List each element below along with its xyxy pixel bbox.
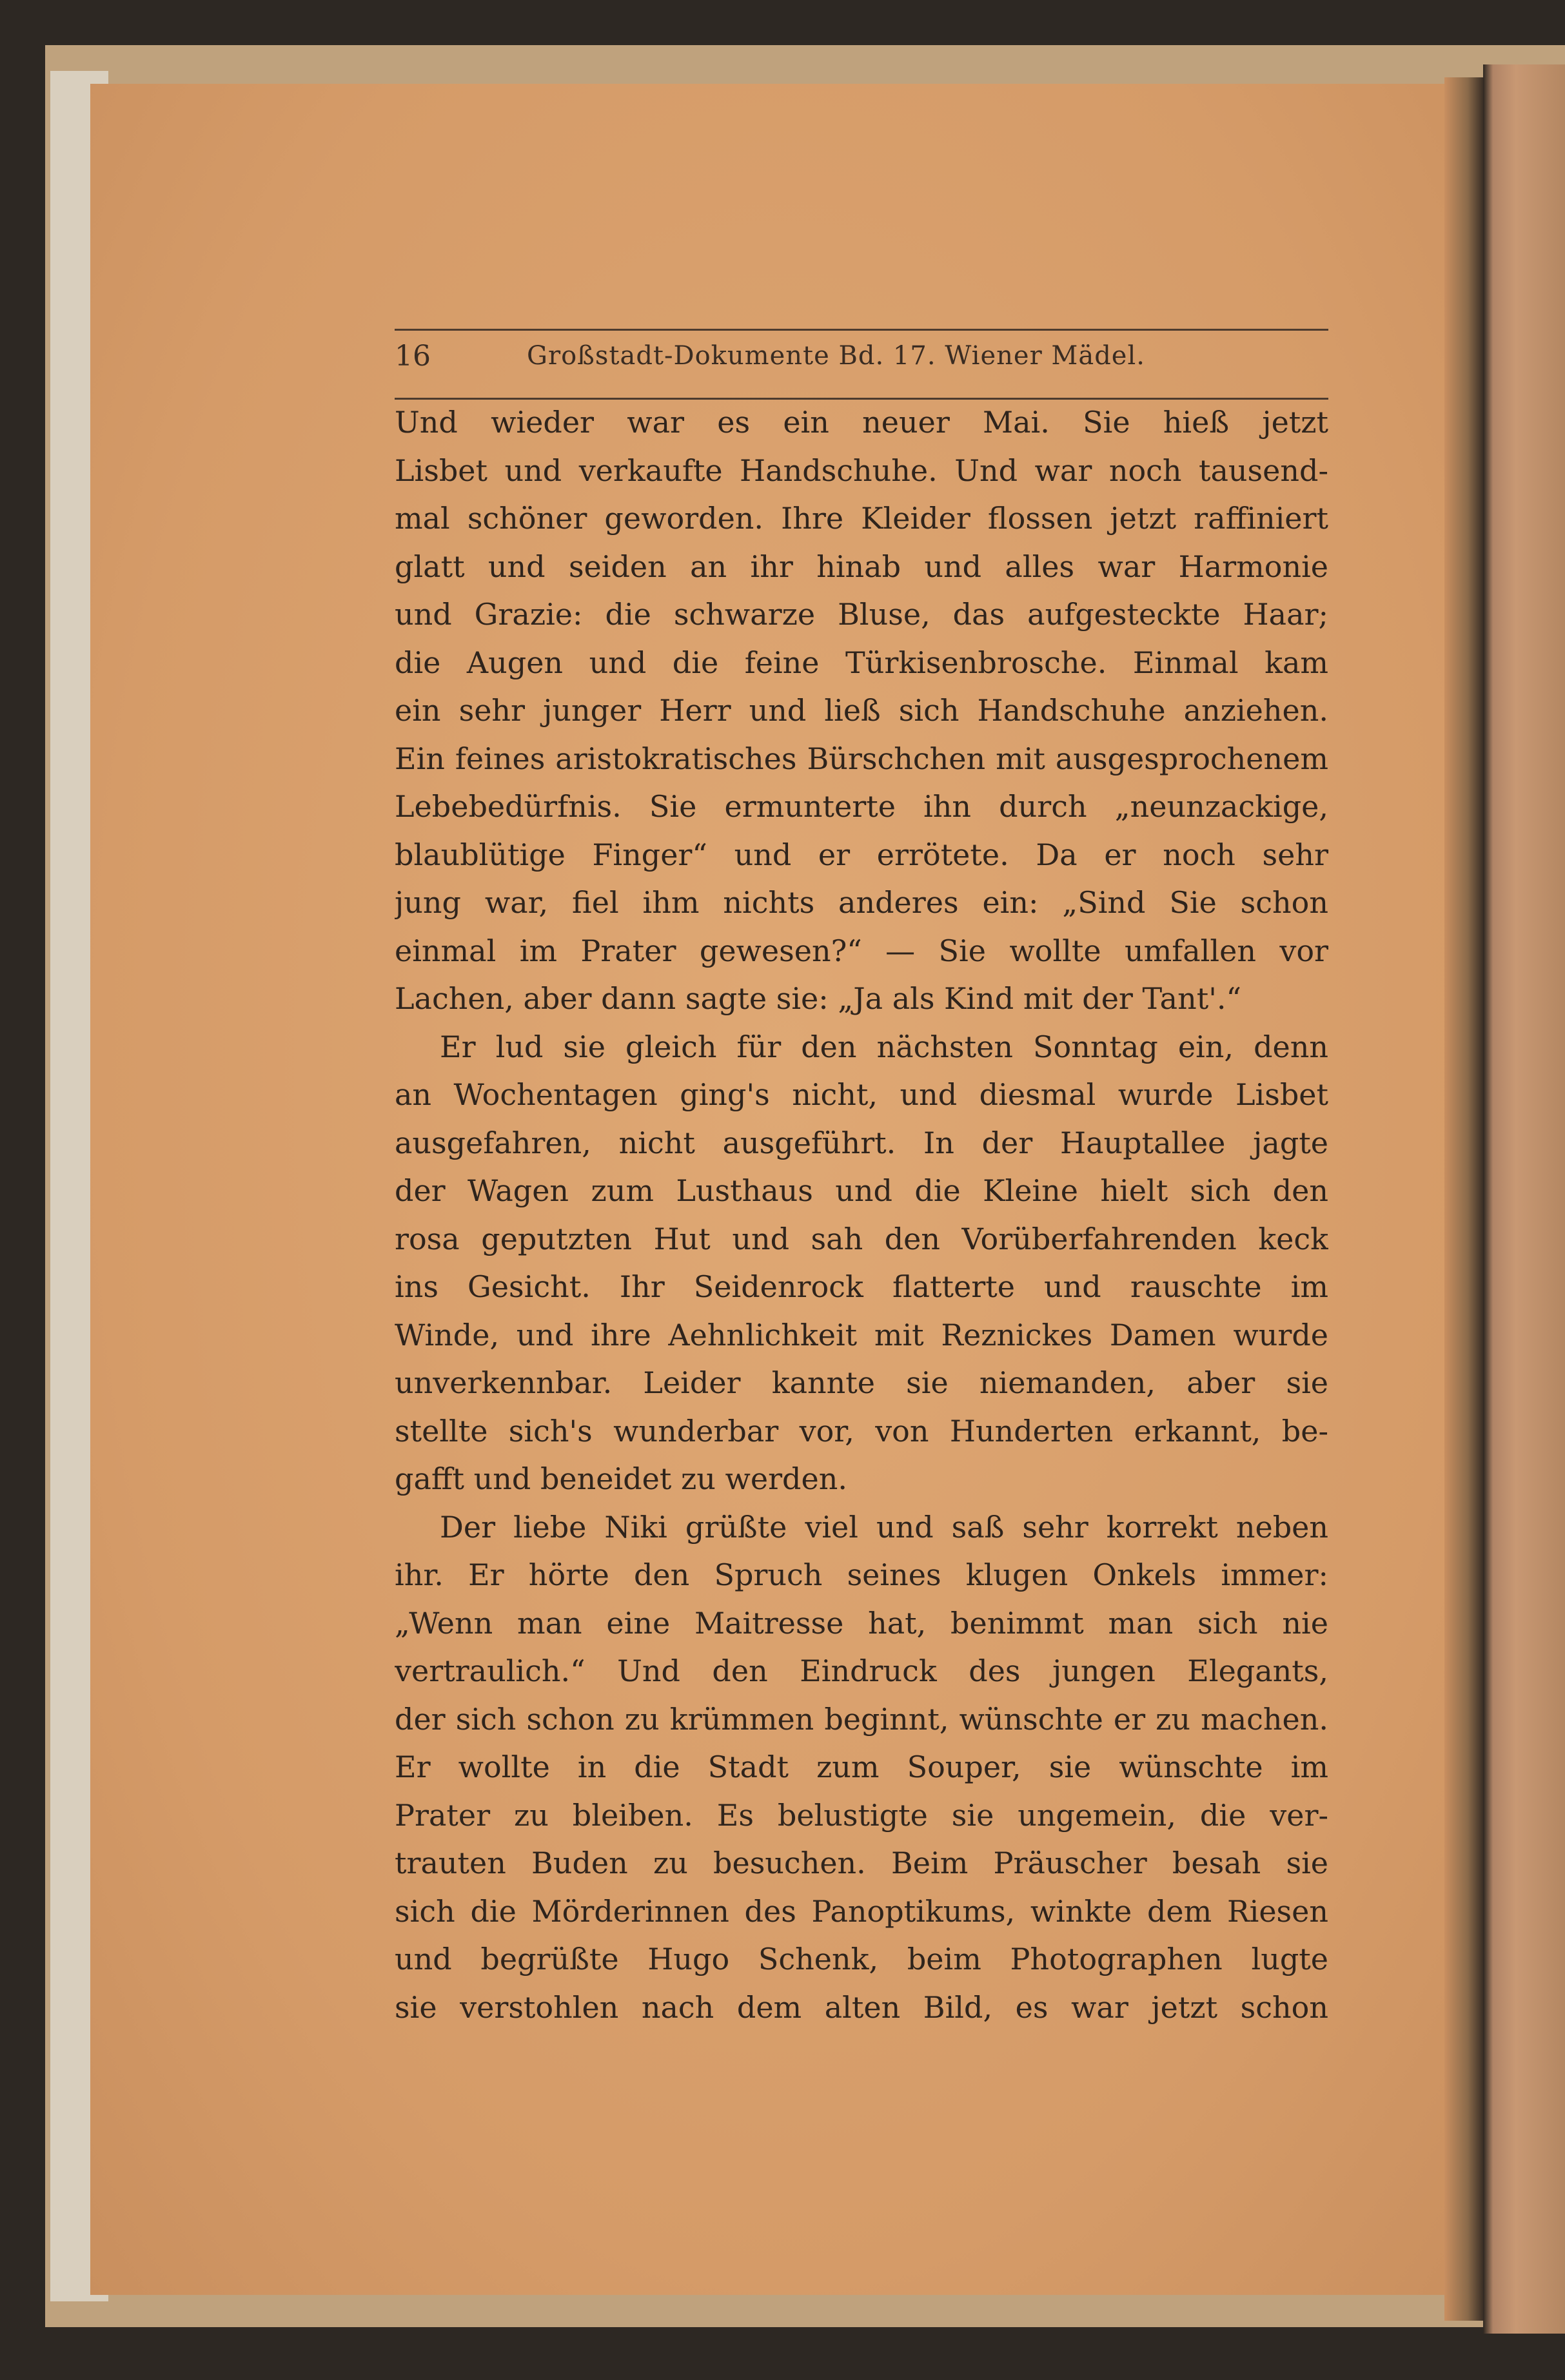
text-line: Und wieder war es ein neuer Mai. Sie hieß jetzt — [395, 405, 1328, 440]
text-line: Er wollte in die Stadt zum Souper, sie wünschte im — [395, 1750, 1328, 1784]
text-line: jung war, fiel ihm nichts anderes ein: „Sind Sie schon — [395, 885, 1328, 920]
text-line: gafft und beneidet zu werden. — [395, 1461, 847, 1496]
text-line: Lebebedürfnis. Sie ermunterte ihn durch „neunzackige, — [395, 789, 1328, 824]
text-line: stellte sich's wunderbar vor, von Hunderten erkannt, be- — [395, 1413, 1328, 1448]
text-line: „Wenn man eine Maitresse hat, benimmt man sich nie — [395, 1605, 1328, 1641]
text-line: Er lud sie gleich für den nächsten Sonntag ein, denn — [440, 1029, 1328, 1064]
text-line: trauten Buden zu besuchen. Beim Präuscher besah sie — [395, 1846, 1328, 1880]
page-header — [395, 329, 1328, 400]
text-line: und begrüßte Hugo Schenk, beim Photographen lugte — [395, 1942, 1328, 1976]
text-line: einmal im Prater gewesen?“ — Sie wollte umfallen vor — [395, 933, 1328, 968]
text-line: Der liebe Niki grüßte viel und saß sehr korrekt neben — [440, 1509, 1328, 1545]
text-line: sie verstohlen nach dem alten Bild, es war jetzt schon — [395, 1989, 1328, 2025]
text-line: rosa geputzten Hut und sah den Vorüberfahrenden keck — [395, 1221, 1328, 1256]
page-gutter — [1444, 77, 1483, 2321]
text-line: ins Gesicht. Ihr Seidenrock flatterte und rauschte im — [395, 1269, 1328, 1304]
page-number: 16 — [395, 340, 431, 373]
text-line: ausgefahren, nicht ausgeführt. In der Hauptallee jagte — [395, 1125, 1328, 1160]
text-line: der Wagen zum Lusthaus und die Kleine hielt sich den — [395, 1173, 1328, 1208]
text-line: ein sehr junger Herr und ließ sich Handschuhe anziehen. — [395, 693, 1328, 728]
page-edges — [1483, 64, 1565, 2334]
text-line: Lachen, aber dann sagte sie: „Ja als Kind mit der Tant'.“ — [395, 981, 1241, 1016]
running-head: Großstadt-Dokumente Bd. 17. Wiener Mädel. — [527, 341, 1145, 371]
text-line: der sich schon zu krümmen beginnt, wünschte er zu machen. — [395, 1701, 1328, 1737]
text-line: Prater zu bleiben. Es belustigte sie ungemein, die ver- — [395, 1797, 1328, 1833]
text-line: sich die Mörderinnen des Panoptikums, winkte dem Riesen — [395, 1893, 1328, 1929]
text-line: an Wochentagen ging's nicht, und diesmal wurde Lisbet — [395, 1077, 1328, 1112]
text-line: die Augen und die feine Türkisenbrosche. Einmal kam — [395, 645, 1328, 680]
text-line: unverkennbar. Leider kannte sie niemanden, aber sie — [395, 1365, 1328, 1400]
text-line: vertraulich.“ Und den Eindruck des jungen Elegants, — [395, 1653, 1328, 1688]
text-line: Lisbet und verkaufte Handschuhe. Und war noch tausend- — [395, 453, 1328, 488]
text-line: und Grazie: die schwarze Bluse, das aufgesteckte Haar; — [395, 597, 1328, 632]
text-line: glatt und seiden an ihr hinab und alles war Harmonie — [395, 549, 1328, 584]
text-line: ihr. Er hörte den Spruch seines klugen Onkels immer: — [395, 1557, 1328, 1592]
text-line: blaublütige Finger“ und er errötete. Da er noch sehr — [395, 837, 1328, 872]
body-text — [395, 398, 1328, 2031]
text-line: Winde, und ihre Aehnlichkeit mit Reznickes Damen wurde — [395, 1317, 1328, 1352]
text-line: Ein feines aristokratisches Bürschchen mit ausgesprochenem — [395, 741, 1328, 776]
text-line: mal schöner geworden. Ihre Kleider flossen jetzt raffiniert — [395, 501, 1328, 536]
